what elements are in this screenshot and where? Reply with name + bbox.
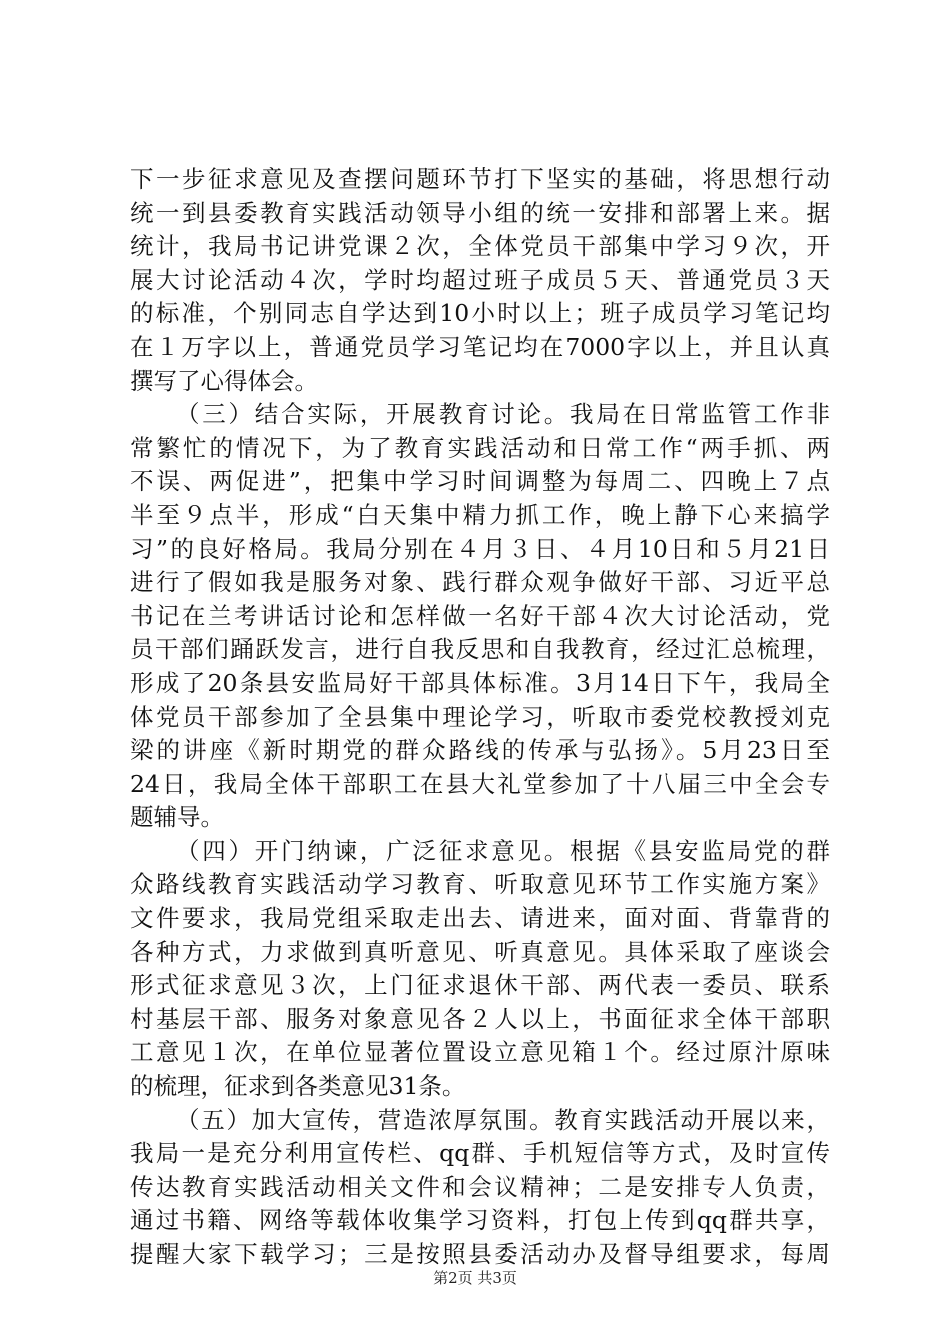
section-heading-line: （四）开门纳谏，广泛征求意见。根据《县安监局党的群	[176, 836, 830, 865]
body-text	[130, 163, 830, 1272]
text-line: 书记在兰考讲话讨论和怎样做一名好干部４次大讨论活动，党	[130, 601, 830, 630]
text-line: 习”的良好格局。我局分别在４月３日、４月10日和５月21日	[130, 534, 830, 563]
text-line: 的标准，个别同志自学达到10小时以上；班子成员学习笔记均	[130, 299, 830, 328]
section-heading-line: （五）加大宣传，营造浓厚氛围。教育实践活动开展以来，	[176, 1105, 830, 1134]
text-line: 工意见１次，在单位显著位置设立意见箱１个。经过原汁原味	[130, 1038, 830, 1067]
text-line: 进行了假如我是服务对象、践行群众观争做好干部、习近平总	[130, 568, 830, 597]
text-line: 文件要求，我局党组采取走出去、请进来，面对面、背靠背的	[130, 904, 830, 933]
text-line: 不误、两促进”，把集中学习时间调整为每周二、四晚上７点	[130, 467, 830, 496]
text-line: 体党员干部参加了全县集中理论学习，听取市委党校教授刘克	[130, 702, 830, 731]
text-line: 我局一是充分利用宣传栏、qq群、手机短信等方式，及时宣传	[130, 1139, 830, 1168]
text-line: 各种方式，力求做到真听意见、听真意见。具体采取了座谈会	[130, 937, 830, 966]
text-line: 在１万字以上，普通党员学习笔记均在7000字以上，并且认真	[130, 332, 830, 361]
text-line: 统计，我局书记讲党课２次，全体党员干部集中学习９次，开	[130, 232, 830, 261]
text-line: 提醒大家下载学习；三是按照县委活动办及督导组要求，每周	[130, 1240, 830, 1268]
text-line: 撰写了心得体会。	[130, 366, 318, 395]
text-line: 梁的讲座《新时期党的群众路线的传承与弘扬》。5月23日至	[130, 736, 830, 765]
text-line: 传达教育实践活动相关文件和会议精神；二是安排专人负责，	[130, 1172, 830, 1201]
page-footer: 第2页 共3页	[433, 1269, 517, 1287]
text-line: 形成了20条县安监局好干部具体标准。3月14日下午，我局全	[130, 668, 830, 697]
text-line: 统一到县委教育实践活动领导小组的统一安排和部署上来。据	[130, 198, 830, 227]
text-line: 形式征求意见３次，上门征求退休干部、两代表一委员、联系	[130, 971, 830, 1000]
text-line: 众路线教育实践活动学习教育、听取意见环节工作实施方案》	[130, 870, 830, 899]
text-line: 展大讨论活动４次，学时均超过班子成员５天、普通党员３天	[130, 265, 830, 294]
text-line: 题辅导。	[130, 803, 224, 832]
text-line: 下一步征求意见及查摆问题环节打下坚实的基础，将思想行动	[130, 165, 830, 193]
section-heading-line: （三）结合实际，开展教育讨论。我局在日常监管工作非	[176, 400, 830, 429]
text-line: 24日，我局全体干部职工在县大礼堂参加了十八届三中全会专	[130, 769, 830, 798]
text-line: 员干部们踊跃发言，进行自我反思和自我教育，经过汇总梳理，	[130, 635, 830, 664]
text-line: 的梳理，征求到各类意见31条。	[130, 1072, 466, 1101]
text-line: 半至９点半，形成“白天集中精力抓工作，晚上静下心来搞学	[130, 500, 830, 529]
text-line: 村基层干部、服务对象意见各２人以上，书面征求全体干部职	[130, 1004, 830, 1033]
text-line: 通过书籍、网络等载体收集学习资料，打包上传到qq群共享，	[130, 1206, 830, 1235]
text-line: 常繁忙的情况下，为了教育实践活动和日常工作“两手抓、两	[130, 433, 830, 462]
